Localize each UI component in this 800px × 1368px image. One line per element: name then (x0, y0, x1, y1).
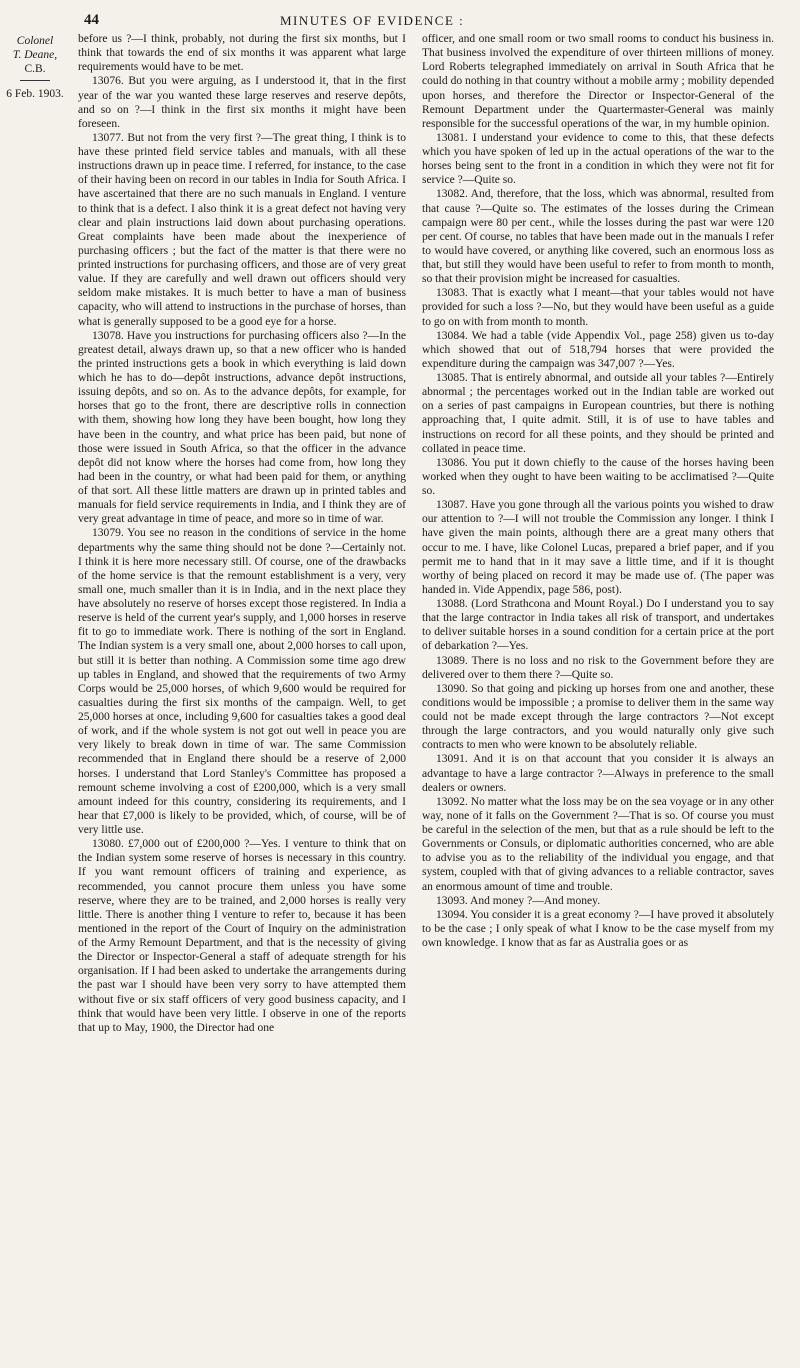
paragraph: 13083. That is exactly what I meant—that your tables would not have provided for such a loss ?—No, but they would have been useful as a guide to go on with from month to month. (422, 287, 774, 328)
margin-rule (20, 80, 50, 81)
paragraph: 13084. We had a table (vide Appendix Vol., page 258) given us to-day which showed that out of 518,794 horses that were provided the expenditure during the campaign was 347,007 ?—Yes. (422, 329, 774, 370)
paragraph: 13086. You put it down chiefly to the cause of the horses having been worked when they ought to have been waiting to be acclimatised ?—Quite so. (422, 456, 774, 497)
page-header (0, 10, 800, 34)
paragraph: officer, and one small room or two small rooms to conduct his business in. That business involved the expenditure of over thirteen millions of money. Lord Roberts telegraphed immediately on arrival in South Africa that he could do nothing in that country without a mobile army ; mobility depended upon horses, and therefore the Director or Inspector-General of the Remount Department under the Quartermaster-General was mainly responsible for the successful operations of the war, in my humble opinion. (422, 33, 774, 130)
paragraph: 13088. (Lord Strathcona and Mount Royal.) Do I understand you to say that the large contractor in India takes all risk of transport, and undertakes to deliver suitable horses in a sound condition for a certain price at the port of debarkation ?—Yes. (422, 598, 774, 653)
paragraph: 13076. But you were arguing, as I understood it, that in the first year of the war you wanted these large reserves and reserve depôts, and so on ?—I think in the first six months it might have been foreseen. (78, 75, 406, 130)
paragraph: before us ?—I think, probably, not during the first six months, but I think that towards the end of six months it was apparent what large requirements would have to be met. (78, 33, 406, 74)
page-number: 44 (84, 12, 99, 28)
witness-honour: C.B. (24, 63, 46, 75)
paragraph: 13094. You consider it is a great economy ?—I have proved it absolutely to be the case ; I only speak of what I know to be the case myself from my own knowledge. I know that as far as Australia goes or as (422, 908, 774, 949)
paragraph: 13080. £7,000 out of £200,000 ?—Yes. I venture to think that on the Indian system some reserve of horses is necessary in this country. If you want remount officers of training and experience, as recommended, you cannot procure them unless you have some reserve, where they are to be trained, and 2,000 horses is really very little. There is another thing I venture to refer to, because it has been mentioned in the report of the Court of Inquiry on the administration of the Army Remount Department, and that is the necessity of giving the Director or Inspector-General a staff of adequate strength for his organisation. If I had been asked to undertake the arrangements during the past war I should have been very sorry to have attempted them without five or six staff officers of very good business capacity, and I think that would have been very little. I observe in one of the reports that up to May, 1900, the Director had one (78, 838, 406, 1034)
running-title: MINUTES OF EVIDENCE : (280, 13, 465, 28)
paragraph: 13078. Have you instructions for purchasing officers also ?—In the greatest detail, always drawn up, so that a new officer who is handed the printed instructions gets a book in which everything is laid down which he has to do—depôt instructions, advance depôt instructions, issuing depôts, and so on. As to the advance depôts, for example, for horses that go to the front, there are descriptive rolls in connection with them, showing how long they have been bought, how long they have been in the country, and what price has been paid, but none of those were issued in South Africa, so that the officer in the advance depôt did not know where the horses had come from, how long they had been in the country, or what had been paid for them, or anything of that sort. All these little matters are drawn up in printed tables and manuals for field service requirements in India, and I think they are of very great advantage in time of peace, and more so in time of war. (78, 329, 406, 526)
paragraph: 13090. So that going and picking up horses from one and another, these conditions would be impossible ; a promise to deliver them in the same way could not be made except through the large contractors ?—Not except through the large contractors, and you would naturally only give such contracts to men who were known to be absolutely reliable. (422, 682, 774, 752)
paragraph: 13077. But not from the very first ?—The great thing, I think is to have these printed field service tables and manuals, with all these instructions drawn up in peace time. I referred, for instance, to the case of their having been on record in our tables in India for South Africa. I have ascertained that there are no such manuals in England. I venture to think that is a defect. I also think it is a great defect not having very clear and plain instructions laid down about purchasing operations. Great complaints have been made about the inexperience of purchasing officers ; but the fact of the matter is that there were no printed instructions for purchasing officers, and those are of very great value. If they are carefully and well drawn out officers should very seldom make mistakes. It is much better to have a man of business capacity, who will attend to instructions in the purchase of horses, than what is generally supposed to be a good eye for a horse. (78, 131, 406, 328)
paragraph: 13087. Have you gone through all the various points you wished to draw our attention to ?—I will not trouble the Commission any longer. I think I have given the main points, although there are a great many others that occur to me. I have, like Colonel Lucas, prepared a brief paper, and if you permit me to hand that in it may save a little time, and if it is thought worthy of being placed on record it may be made use of. (The paper was handed in. Vide Appendix, page 586, post). (422, 499, 774, 596)
left-column (78, 32, 406, 1362)
paragraph: 13079. You see no reason in the conditions of service in the home departments why the same thing should not be done ?—Certainly not. I think it is here more necessary still. Of course, one of the drawbacks of the home service is that the remount establishment is a very, very small one, much smaller than it is in India, and in the next place they have absolutely no reserve of horses except those registered. In India a reserve is held of the current year's supply, and 1,000 horses in reserve fit to go to immediate work. There is nothing of the sort in England. The Indian system is a very small one, about 2,000 horses to call upon, but still it is better than nothing. A Commission some time ago drew up tables in England, and showed that the requirements of two Army Corps would be 25,000 horses, of which 9,600 would be required for casualties during the first six months of the campaign. Well, to get 25,000 horses at once, including 9,600 for casualties takes a good deal of work, and if the whole system is not got out well in peace you are very likely to break down in time of war. The same Commission recommended that in England there should be a reserve of 2,000 horses. I understand that Lord Stanley's Committee has proposed a remount scheme involving a cost of £200,000, which is a very small amount indeed for this country, considering its requirements, and I hear that £7,000 is likely to be provided, which, of course, will be of very little use. (78, 527, 406, 836)
paragraph: 13093. And money ?—And money. (436, 894, 601, 907)
evidence-date: 6 Feb. 1903. (6, 88, 64, 100)
paragraph: 13085. That is entirely abnormal, and outside all your tables ?—Entirely abnormal ; the percentages worked out in the Indian table are worked out on a series of past campaigns in European countries, but there is nothing approaching that, I quite admit. Still, it is of use to have tables and instructions on record for all these points, and they should be printed and collated in peace time. (422, 372, 774, 455)
paragraph: 13091. And it is on that account that you consider it is always an advantage to have a large contractor ?—Always in preference to the small dealers or owners. (422, 753, 774, 794)
paragraph: 13082. And, therefore, that the loss, which was abnormal, resulted from that cause ?—Quite so. The estimates of the losses during the Crimean campaign were 80 per cent., while the losses during the past war were 120 per cent. Of course, no tables that have been made out in the manuals I refer to would have covered, or anything like covered, such an enormous loss as that, but still they would have been useful to refer to from month to month, so that their provision might be increased for casualties. (422, 188, 774, 286)
witness-name-line1: Colonel (16, 35, 54, 47)
paragraph: 13089. There is no loss and no risk to the Government before they are delivered over to them there ?—Quite so. (422, 654, 774, 681)
margin-note (2, 34, 68, 101)
right-column (422, 32, 774, 1362)
paragraph: 13092. No matter what the loss may be on the sea voyage or in any other way, none of it falls on the Government ?—That is so. Of course you must be careful in the selection of the men, but that as a rule should be left to the Governments or Consuls, or diplomatic authorities concerned, who are able to advise you as to the reliability of the individual you engage, and that system, coupled with that of giving advances to a reliable contractor, saves an enormous amount of time and trouble. (422, 795, 774, 893)
paragraph: 13081. I understand your evidence to come to this, that these defects which you have spoken of led up in the actual operations of the war to the horses being sent to the front in a condition in which they were not fit for service ?—Quite so. (422, 131, 774, 187)
witness-name-line2: T. Deane, (12, 49, 58, 61)
